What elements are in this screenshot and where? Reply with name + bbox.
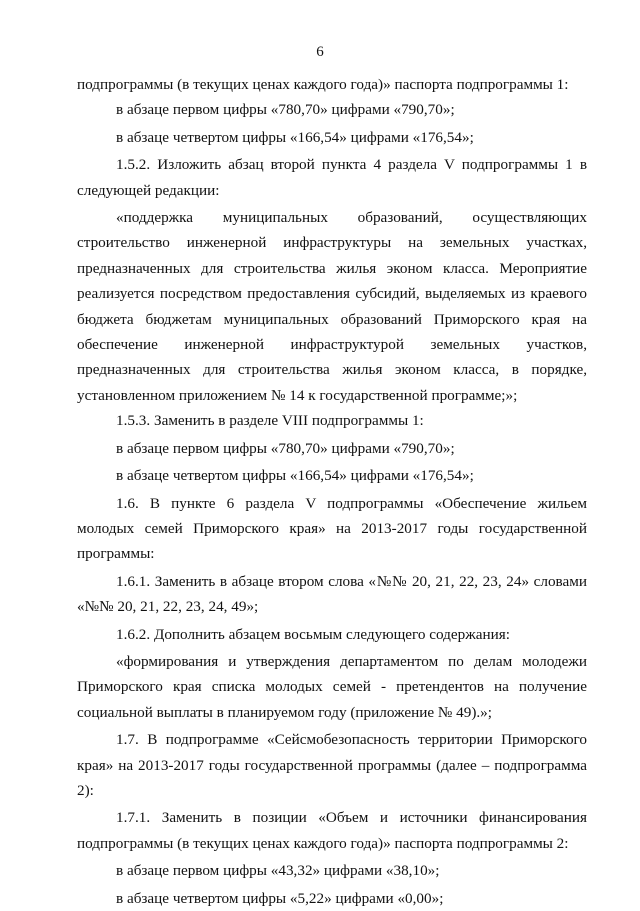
paragraph: в абзаце четвертом цифры «166,54» цифрами «176,54»; [116,128,474,146]
paragraph: в абзаце четвертом цифры «5,22» цифрами «0,00»; [116,889,444,907]
page-number: 6 [316,44,324,60]
paragraph: 1.5.3. Заменить в разделе VIII подпрограммы 1: [116,412,424,430]
quoted-paragraph: «поддержка муниципальных образований, осуществляющих строительство инженерной инфраструктуры на земельных участках, предназначенных для строительства жилья эконом класса. Мероприятие реализуется посредством предоставления субсидий, выделяемых из краевого бюджета бюджетам муниципальных образований Приморского края на обеспечение инженерной инфраструктурой земельных участков, предназначенных для строительства жилья эконом класса, в порядке, установленном приложением № 14 к государственной программе;»; [77,209,587,404]
paragraph: 1.5.2. Изложить абзац второй пункта 4 раздела V подпрограммы 1 в следующей редакции: [77,156,587,199]
paragraph: в абзаце четвертом цифры «166,54» цифрами «176,54»; [116,467,474,485]
document-body [77,72,587,911]
paragraph: 1.7.1. Заменить в позиции «Объем и источники финансирования подпрограммы (в текущих ценах каждого года)» паспорта подпрограммы 2: [77,809,587,852]
paragraph: 1.7. В подпрограмме «Сейсмобезопасность территории Приморского края» на 2013-2017 годы государственной программы (далее – подпрограмма 2): [77,731,587,799]
paragraph: в абзаце первом цифры «780,70» цифрами «790,70»; [116,101,455,119]
paragraph: 1.6.2. Дополнить абзацем восьмым следующего содержания: [116,625,510,643]
quoted-paragraph: «формирования и утверждения департаментом по делам молодежи Приморского края списка молодых семей - претендентов на получение социальной выплаты в планируемом году (приложение № 49).»; [77,652,587,721]
paragraph-continuation: подпрограммы (в текущих ценах каждого года)» паспорта подпрограммы 1: [77,76,569,93]
paragraph: 1.6. В пункте 6 раздела V подпрограммы «Обеспечение жильем молодых семей Приморского края» на 2013-2017 годы государственной программы: [77,494,587,563]
paragraph: в абзаце первом цифры «43,32» цифрами «38,10»; [116,862,440,880]
paragraph: 1.6.1. Заменить в абзаце втором слова «№№ 20, 21, 22, 23, 24» словами «№№ 20, 21, 22, 23, 24, 49»; [77,572,587,616]
paragraph: в абзаце первом цифры «780,70» цифрами «790,70»; [116,439,455,457]
